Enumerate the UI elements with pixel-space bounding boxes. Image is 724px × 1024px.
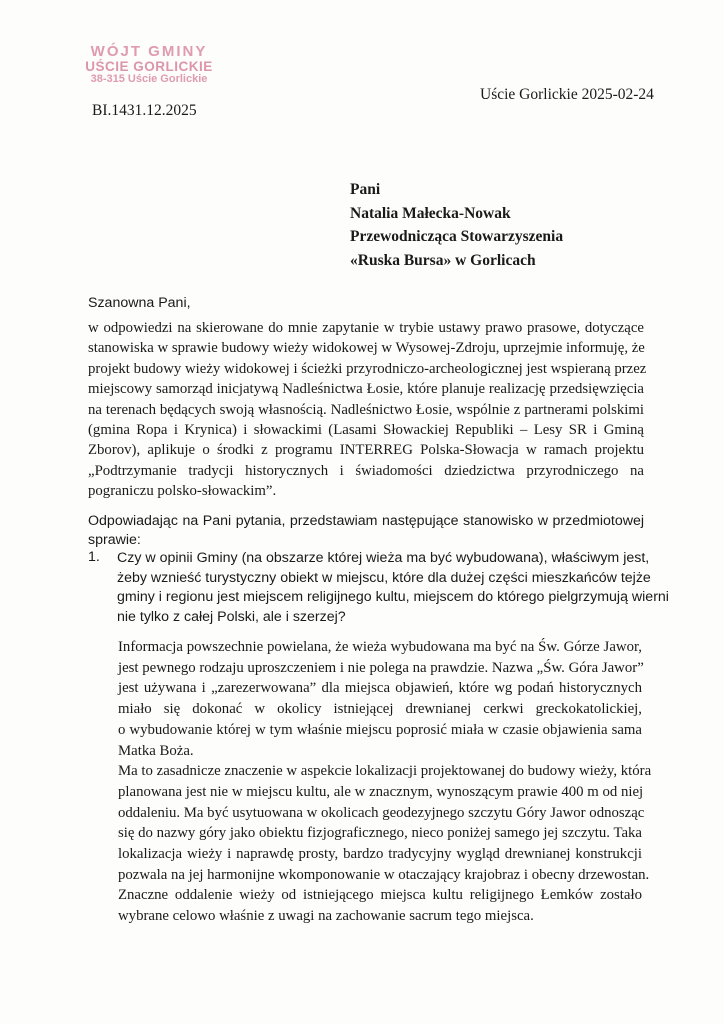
- addressee-line: «Ruska Bursa» w Gorlicach: [350, 252, 536, 270]
- answer-line: się do nazwy góry jako obiektu fizjograficznego, nieco poniżej samego jej szczytu. Taka: [118, 825, 642, 842]
- answer-line: miało się dokonać w okolicy istniejącej drewnianej cerkwi greckokatolickiej,: [118, 701, 642, 718]
- answer-line: lokalizacja wieży i naprawdę prosty, bardzo tradycyjny wygląd drewnianej konstrukcji: [118, 846, 642, 863]
- stamp-line-office: UŚCIE GORLICKIE: [85, 58, 213, 74]
- addressee-line: Pani: [350, 181, 381, 198]
- question-line: gminy i regionu jest miejscem religijnego kultu, miejscem do którego pielgrzymują wierni: [117, 589, 669, 606]
- paragraph-line: (gmina Ropa i Krynica) i słowackimi (Lasami Słowackiej Republiki – Lesy SR i Gminą: [88, 422, 644, 439]
- answer-line: wybrane celowo właśnie z uwagi na zachowanie sacrum tego miejsca.: [118, 908, 534, 925]
- answer-line: Informacja powszechnie powielana, że wieża wybudowana ma być na Św. Górze Jawor,: [118, 639, 642, 655]
- question-line: Czy w opinii Gminy (na obszarze której wieża ma być wybudowana), właściwym jest,: [117, 550, 650, 566]
- answer-line: jest pewnego rodzaju uproszczeniem i nie polega na prawdzie. Nazwa „Św. Góra Jawor”: [118, 659, 644, 676]
- paragraph-line: sprawie:: [88, 531, 141, 548]
- question-line: żeby wznieść turystyczny obiekt w miejscu, które dla dużej części mieszkańców tejże: [117, 569, 651, 586]
- answer-line: planowana jest nie w miejscu kultu, ale w znacznym, wynoszącym prawie 400 m od niej: [118, 783, 644, 800]
- question-text: [117, 549, 669, 627]
- paragraph-line: „Podtrzymanie tradycji historycznych i świadomości dziedzictwa przyrodniczego na: [88, 462, 644, 479]
- paragraph-line: w odpowiedzi na skierowane do mnie zapytanie w trybie ustawy prawo prasowe, dotyczące: [88, 320, 644, 336]
- answer-line: pozwala na jej harmonijne wkomponowanie w otaczający krajobraz i obecny drzewostan.: [118, 866, 650, 883]
- reference-number: BI.1431.12.2025: [92, 102, 197, 119]
- paragraph-line: Zborov), aplikuje o środki z programu INTERREG Polska-Słowacja w ramach projektu: [88, 442, 644, 459]
- paragraph-line: miejscowy samorząd inicjatywą Nadleśnictwa Łosie, które planuje realizację przedsięwzięcia: [88, 381, 644, 398]
- addressee-line: Przewodnicząca Stowarzyszenia: [350, 228, 564, 246]
- answer-line: Matka Boża.: [118, 742, 194, 759]
- answer-line: Znaczne oddalenie wieży od istniejącego miejsca kultu religijnego Łemków zostało: [118, 887, 642, 904]
- paragraph-line: Odpowiadając na Pani pytania, przedstawiam następujące stanowisko w przedmiotowej: [88, 513, 644, 529]
- stamp-line-address: 38-315 Uście Gorlickie: [90, 72, 208, 85]
- question-line: nie tylko z całej Polski, ale i szerzej?: [117, 608, 346, 625]
- place-and-date: Uście Gorlickie 2025-02-24: [480, 86, 654, 103]
- answer-line: Ma to zasadnicze znaczenie w aspekcie lokalizacji projektowanej do budowy wieży, która: [118, 763, 652, 780]
- paragraph-stance-intro: [88, 512, 644, 549]
- greeting: Szanowna Pani,: [88, 295, 191, 311]
- answer-line: oddaleniu. Ma być usytuowana w okolicach geodezyjnego szczytu Góry Jawor odnosząc: [118, 804, 645, 821]
- addressee-line: Natalia Małecka-Nowak: [350, 204, 511, 222]
- paragraph-intro-response: [88, 318, 647, 502]
- paragraph-line: projekt budowy wieży widokowej i ścieżki przyrodniczo-archeologicznej jest wspieraną przez: [88, 360, 647, 377]
- answer-text: [118, 637, 652, 927]
- official-stamp: [84, 44, 214, 85]
- question-number: 1.: [88, 549, 100, 565]
- answer-line: o wybudowanie której w tym właśnie miejscu poprosić miała w czasie objawienia sama: [118, 721, 642, 738]
- paragraph-line: stanowiska w sprawie budowy wieży widokowej w Wysowej-Zdroju, uprzejmie informuję, że: [88, 340, 645, 357]
- addressee-block: [350, 178, 563, 273]
- paragraph-line: pograniczu polsko-słowackim”.: [88, 483, 277, 500]
- paragraph-line: na terenach będących swoją własnością. Nadleśnictwo Łosie, wspólnie z partnerami polskimi: [88, 401, 644, 418]
- answer-line: jest używana i „zarezerwowana” dla miejsca objawień, które wg podań historycznych: [118, 680, 642, 697]
- stamp-line-title: WÓJT GMINY: [90, 43, 208, 60]
